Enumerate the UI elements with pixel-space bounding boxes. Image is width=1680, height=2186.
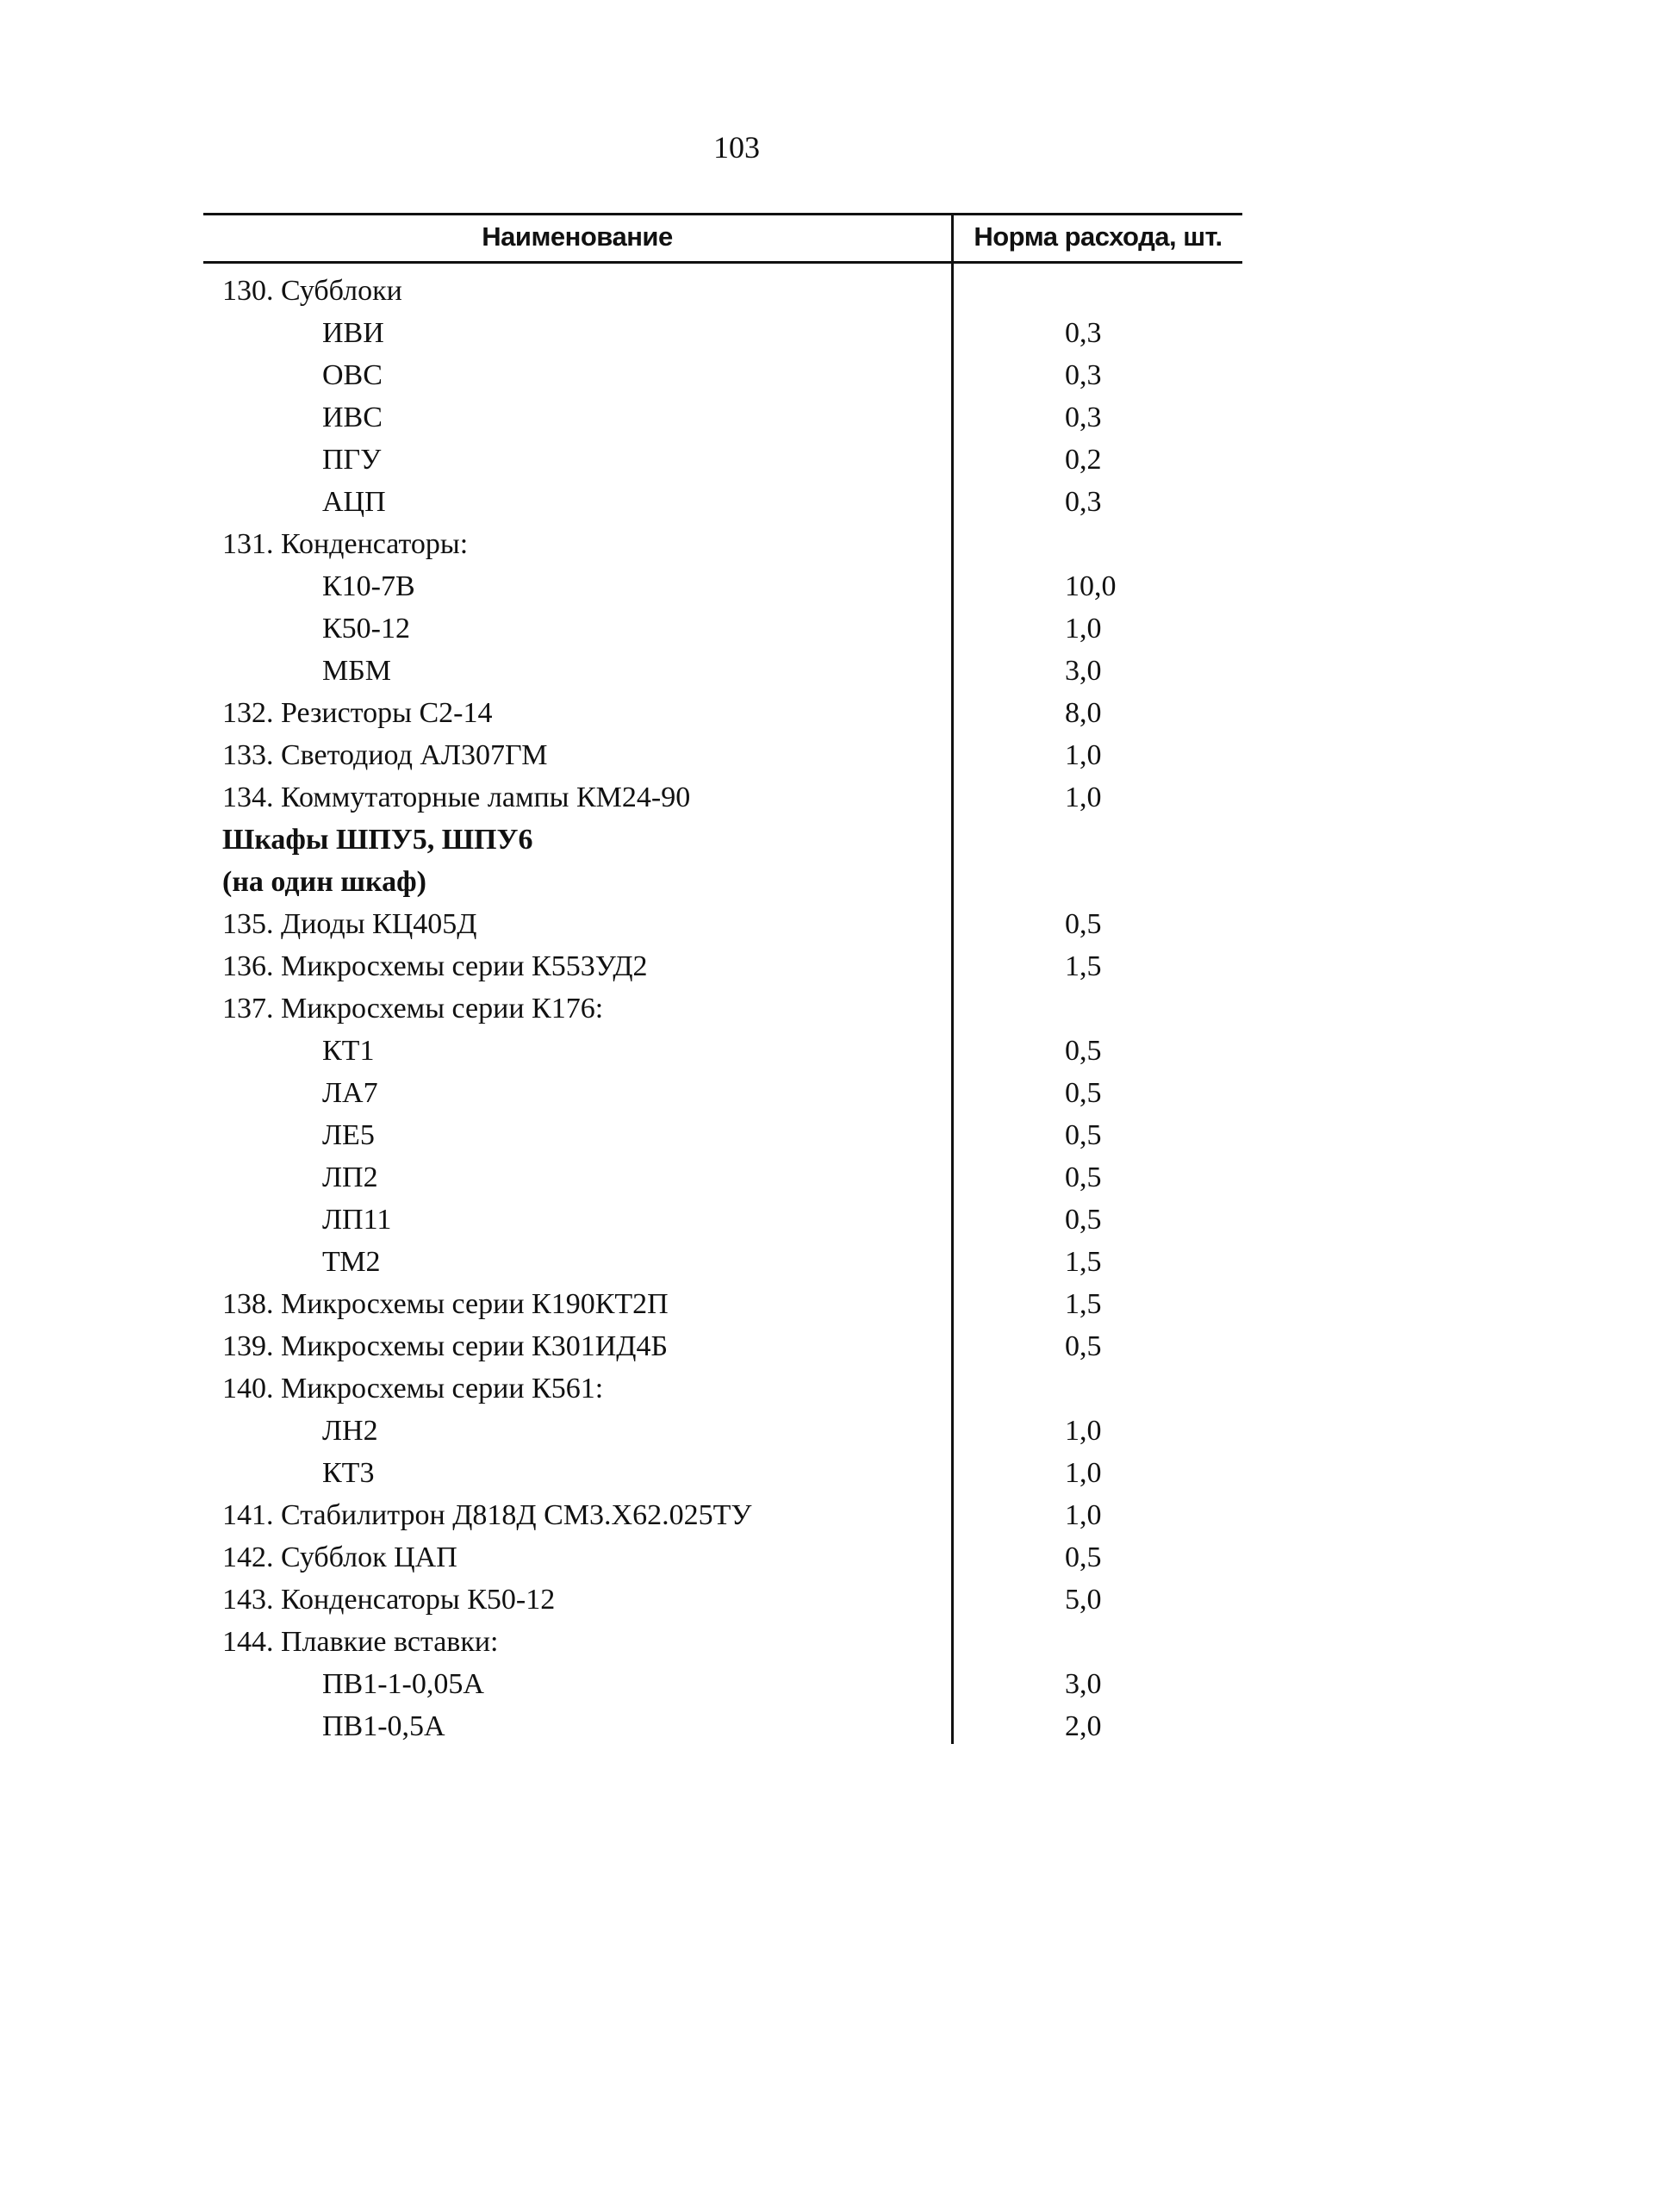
table-row — [203, 905, 1242, 947]
item-norm-value: 0,5 — [1065, 1204, 1102, 1236]
sub-item-name: ЛП11 — [322, 1204, 392, 1236]
table-row — [203, 398, 1242, 440]
item-norm-value: 2,0 — [1065, 1710, 1102, 1742]
item-name: 143. Конденсаторы К50-12 — [222, 1584, 556, 1616]
table-row — [203, 271, 1242, 314]
header-bottom-rule — [203, 261, 1242, 264]
item-norm-value: 1,0 — [1065, 1457, 1102, 1489]
table-row — [203, 1538, 1242, 1580]
item-name: 142. Субблок ЦАП — [222, 1541, 457, 1573]
table-row — [203, 651, 1242, 694]
item-norm-value: 0,3 — [1065, 317, 1102, 349]
table-row — [203, 609, 1242, 651]
item-name: 136. Микросхемы серии К553УД2 — [222, 950, 648, 982]
sub-item-name: ЛЕ5 — [322, 1119, 375, 1151]
sub-item-name: К50-12 — [322, 613, 410, 645]
sub-item-name: К10-7В — [322, 570, 415, 602]
table-row — [203, 1116, 1242, 1158]
item-norm-value: 1,0 — [1065, 739, 1102, 771]
item-norm-value: 1,5 — [1065, 1288, 1102, 1320]
item-name: 131. Конденсаторы: — [222, 528, 469, 560]
table-row — [203, 483, 1242, 525]
table-row — [203, 736, 1242, 778]
item-norm-value: 8,0 — [1065, 697, 1102, 729]
table-row — [203, 1327, 1242, 1369]
table-row — [203, 1707, 1242, 1749]
section-heading: Шкафы ШПУ5, ШПУ6 — [222, 824, 533, 856]
item-norm-value: 3,0 — [1065, 1668, 1102, 1700]
table-row — [203, 1369, 1242, 1411]
sub-item-name: ПГУ — [322, 444, 382, 476]
item-norm-value: 1,0 — [1065, 613, 1102, 645]
sub-item-name: ЛН2 — [322, 1415, 378, 1447]
table-row — [203, 1496, 1242, 1538]
table-row — [203, 356, 1242, 398]
item-norm-value: 1,5 — [1065, 1246, 1102, 1278]
item-norm-value: 1,0 — [1065, 1415, 1102, 1447]
column-header-norm: Норма расхода, шт. — [974, 221, 1223, 252]
item-name: 134. Коммутаторные лампы КМ24-90 — [222, 782, 691, 813]
item-norm-value: 0,5 — [1065, 1119, 1102, 1151]
item-norm-value: 0,2 — [1065, 444, 1102, 476]
item-norm-value: 0,3 — [1065, 359, 1102, 391]
item-name: 139. Микросхемы серии К301ИД4Б — [222, 1330, 668, 1362]
table-row — [203, 1580, 1242, 1622]
table-row — [203, 440, 1242, 483]
sub-item-name: ОВС — [322, 359, 383, 391]
table-row — [203, 567, 1242, 609]
sub-item-name: КТ1 — [322, 1035, 375, 1067]
item-norm-value: 0,5 — [1065, 1077, 1102, 1109]
item-norm-value: 0,5 — [1065, 908, 1102, 940]
item-name: 138. Микросхемы серии К190КТ2П — [222, 1288, 669, 1320]
sub-item-name: ИВИ — [322, 317, 384, 349]
column-header-name: Наименование — [482, 221, 673, 252]
item-name: 140. Микросхемы серии К561: — [222, 1373, 604, 1404]
table-row — [203, 820, 1242, 863]
table-row — [203, 314, 1242, 356]
table-row — [203, 1411, 1242, 1454]
item-name: 133. Светодиод АЛ307ГМ — [222, 739, 548, 771]
sub-item-name: ЛА7 — [322, 1077, 378, 1109]
table-row — [203, 1665, 1242, 1707]
table-row — [203, 694, 1242, 736]
item-norm-value: 1,5 — [1065, 950, 1102, 982]
sub-item-name: КТ3 — [322, 1457, 375, 1489]
table-row — [203, 947, 1242, 989]
item-name: 137. Микросхемы серии К176: — [222, 993, 604, 1024]
item-norm-value: 10,0 — [1065, 570, 1117, 602]
sub-item-name: ИВС — [322, 402, 383, 433]
item-name: 135. Диоды КЦ405Д — [222, 908, 477, 940]
item-norm-value: 5,0 — [1065, 1584, 1102, 1616]
item-norm-value: 0,5 — [1065, 1330, 1102, 1362]
sub-item-name: ПВ1-1-0,05А — [322, 1668, 484, 1700]
item-norm-value: 0,3 — [1065, 402, 1102, 433]
sub-item-name: АЦП — [322, 486, 386, 518]
table-row — [203, 525, 1242, 567]
sub-item-name: ПВ1-0,5А — [322, 1710, 445, 1742]
item-norm-value: 0,5 — [1065, 1541, 1102, 1573]
table-row — [203, 778, 1242, 820]
item-norm-value: 1,0 — [1065, 1499, 1102, 1531]
table-row — [203, 1622, 1242, 1665]
item-norm-value: 1,0 — [1065, 782, 1102, 813]
item-name: 144. Плавкие вставки: — [222, 1626, 499, 1658]
item-name: 141. Стабилитрон Д818Д СМ3.Х62.025ТУ — [222, 1499, 752, 1531]
item-name: 130. Субблоки — [222, 275, 402, 307]
table-row — [203, 1285, 1242, 1327]
sub-item-name: ТМ2 — [322, 1246, 381, 1278]
sub-item-name: ЛП2 — [322, 1162, 378, 1193]
table-row — [203, 863, 1242, 905]
item-norm-value: 0,3 — [1065, 486, 1102, 518]
table-row — [203, 1074, 1242, 1116]
table-row — [203, 1031, 1242, 1074]
table-body — [203, 271, 1242, 1749]
table-row — [203, 989, 1242, 1031]
item-norm-value: 0,5 — [1065, 1035, 1102, 1067]
item-norm-value: 0,5 — [1065, 1162, 1102, 1193]
sub-item-name: МБМ — [322, 655, 391, 687]
page-number: 103 — [713, 130, 760, 165]
item-norm-value: 3,0 — [1065, 655, 1102, 687]
table-row — [203, 1454, 1242, 1496]
table-row — [203, 1242, 1242, 1285]
table-row — [203, 1200, 1242, 1242]
table-row — [203, 1158, 1242, 1200]
item-name: 132. Резисторы С2-14 — [222, 697, 493, 729]
table-top-rule — [203, 213, 1242, 215]
section-heading: (на один шкаф) — [222, 866, 426, 898]
